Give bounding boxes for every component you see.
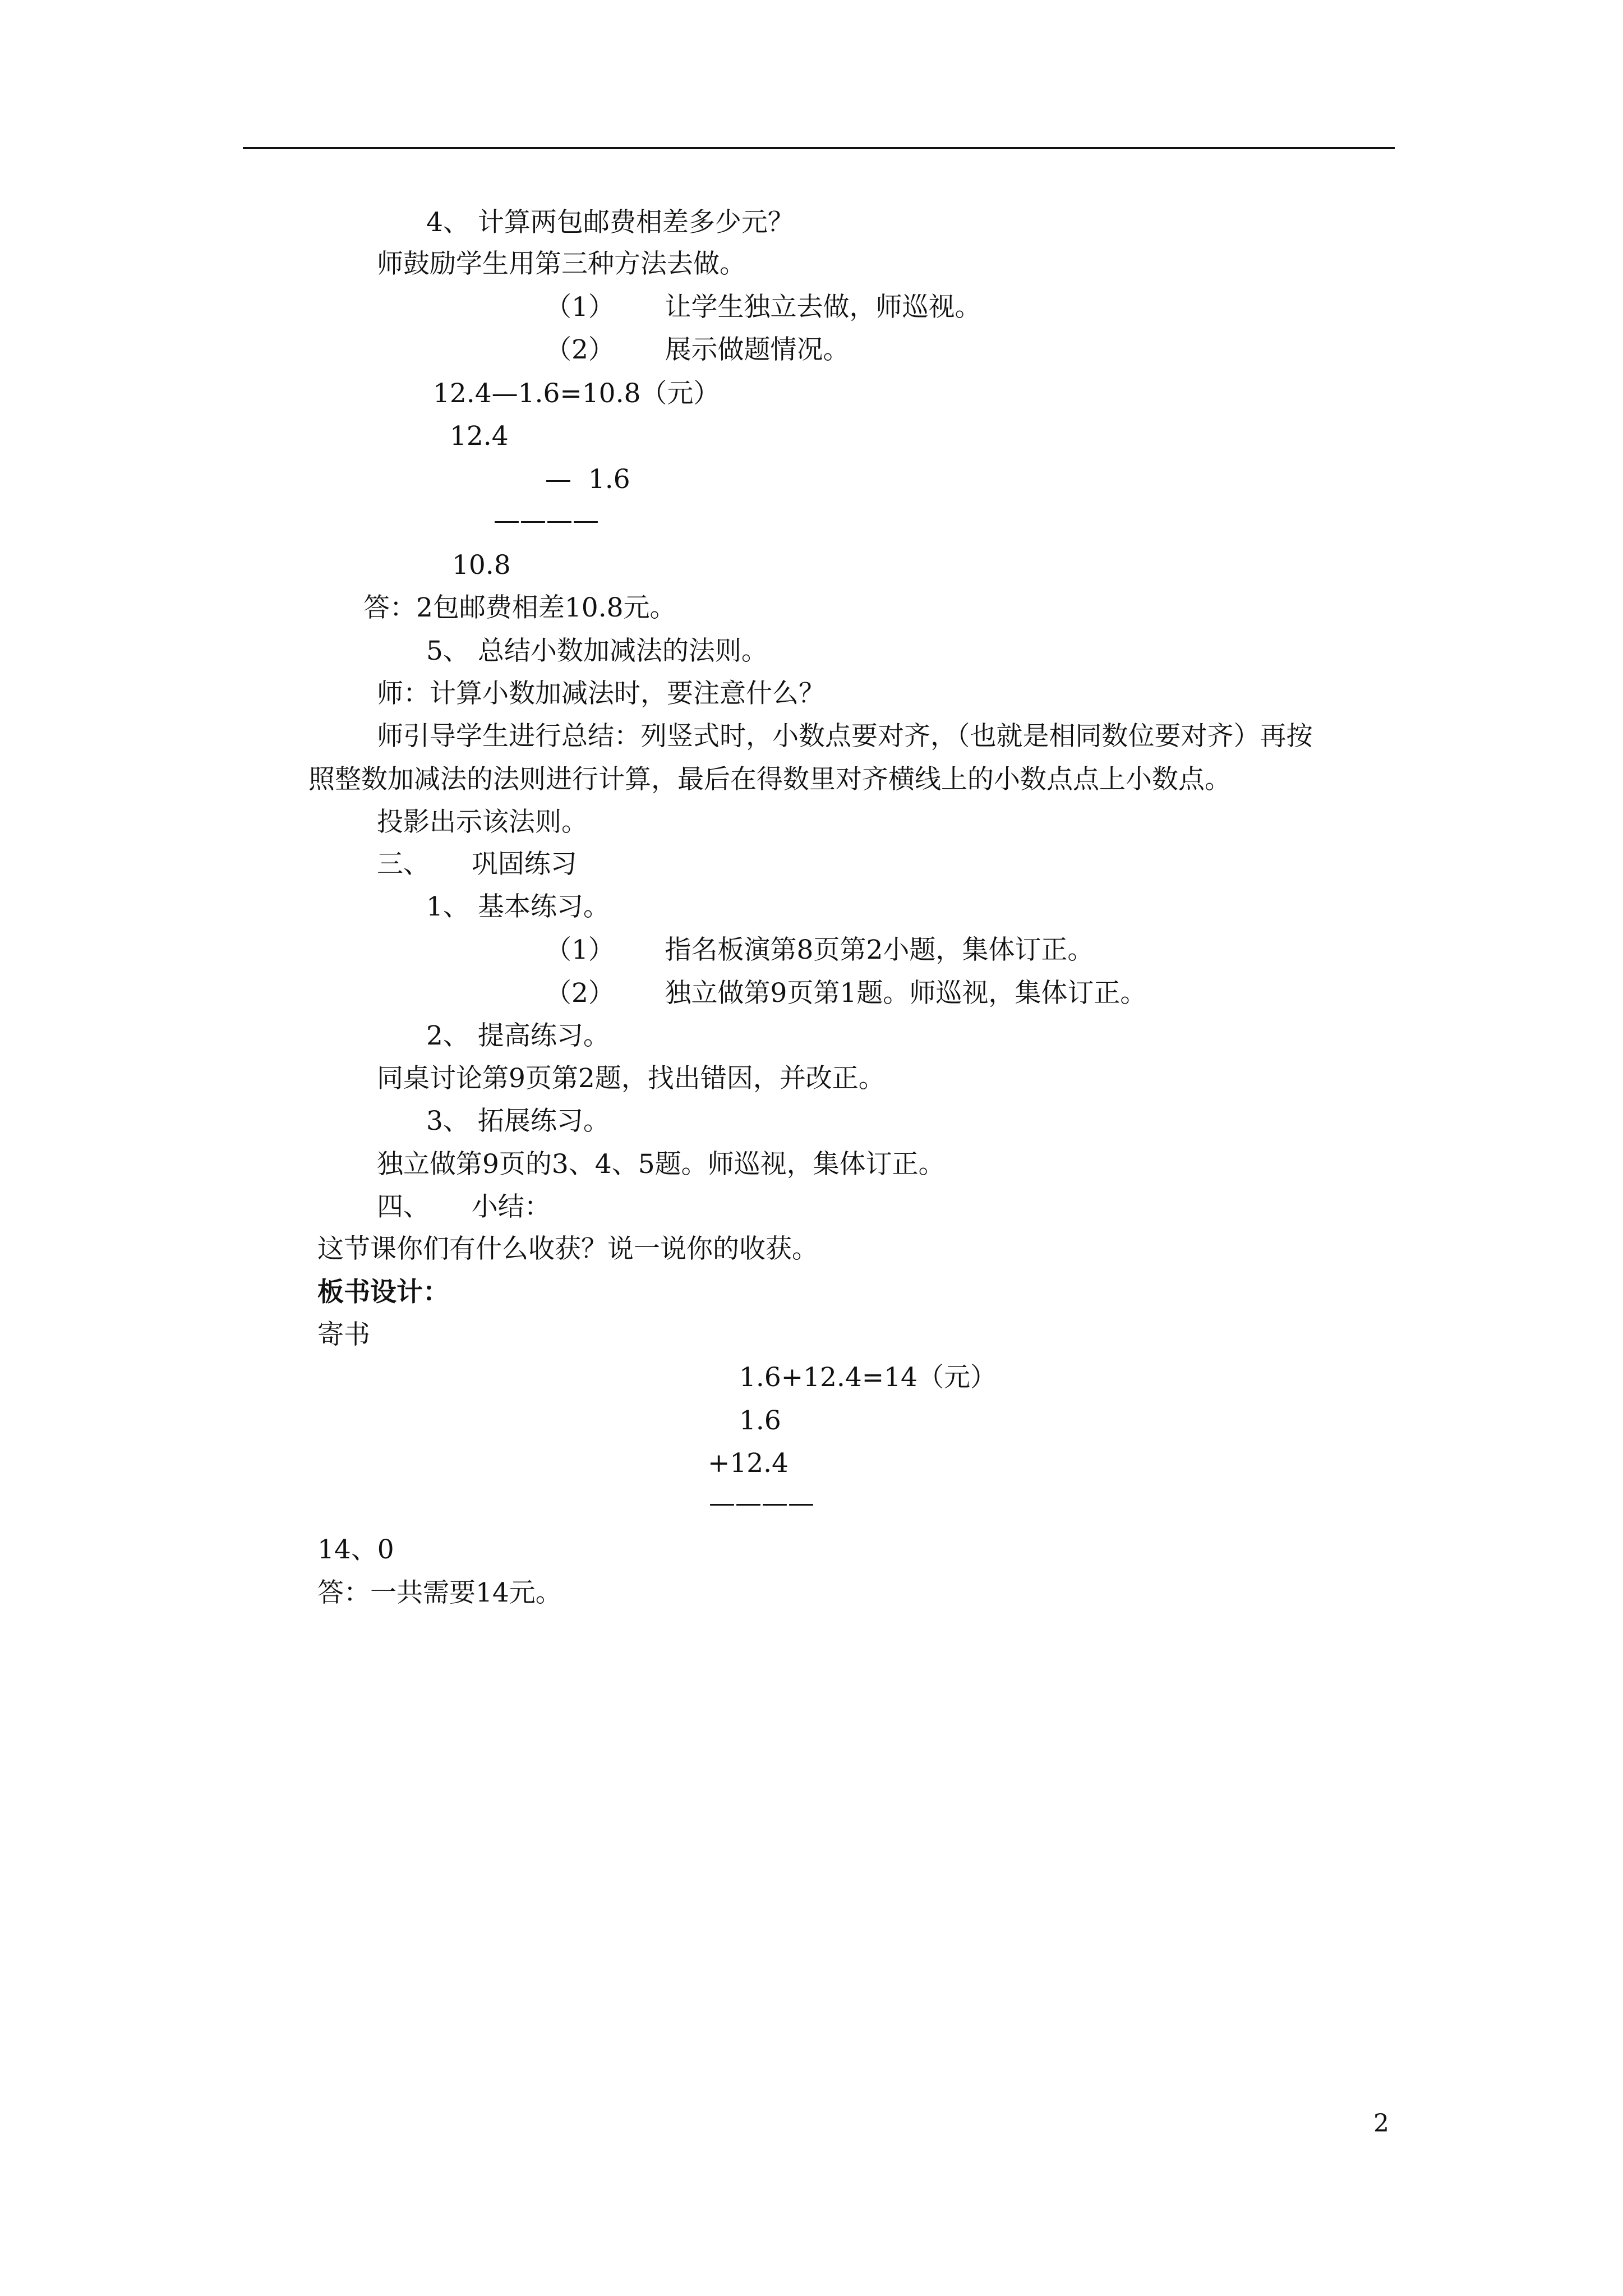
text-line: （2） 展示做题情况。: [545, 334, 850, 365]
text-line: 14、0: [317, 1534, 394, 1565]
header-rule: [243, 147, 1395, 149]
text-line: 1、 基本练习。: [426, 891, 610, 922]
text-line: 同桌讨论第9页第2题，找出错因，并改正。: [377, 1063, 885, 1094]
text-line: +12.4: [708, 1448, 789, 1479]
text-line: 12.4—1.6=10.8（元）: [433, 378, 720, 409]
text-line: 师引导学生进行总结：列竖式时，小数点要对齐，（也就是相同数位要对齐）再按: [377, 721, 1313, 752]
text-line: 投影出示该法则。: [377, 807, 588, 838]
text-line: 独立做第9页的3、4、5题。师巡视，集体订正。: [377, 1149, 945, 1180]
text-line: （1） 指名板演第8页第2小题，集体订正。: [545, 935, 1094, 965]
text-line: ————: [494, 505, 599, 536]
text-line: 4、 计算两包邮费相差多少元？: [426, 207, 794, 238]
text-line: 师鼓励学生用第三种方法去做。: [377, 249, 746, 279]
text-line: — 1.6: [545, 464, 630, 495]
text-line: 3、 拓展练习。: [426, 1106, 610, 1137]
text-line: 答：一共需要14元。: [317, 1577, 562, 1608]
text-line: 答：2包邮费相差10.8元。: [363, 592, 676, 623]
text-line: 1.6: [739, 1405, 781, 1436]
text-line: 四、 小结：: [377, 1191, 551, 1222]
text-line: 师：计算小数加减法时，要注意什么？: [377, 678, 825, 709]
text-line: ————: [709, 1488, 814, 1519]
text-line: 1.6+12.4=14（元）: [739, 1362, 997, 1393]
text-line: （1） 让学生独立去做，师巡视。: [545, 292, 981, 323]
text-line: 5、 总结小数加减法的法则。: [426, 636, 768, 666]
text-line: 10.8: [452, 550, 511, 581]
page-number: 2: [1373, 2109, 1389, 2138]
text-line: 照整数加减法的法则进行计算，最后在得数里对齐横线上的小数点点上小数点。: [308, 764, 1231, 795]
text-line: 这节课你们有什么收获？说一说你的收获。: [317, 1234, 818, 1264]
text-line: 寄书: [317, 1319, 370, 1350]
text-line: 12.4: [450, 421, 509, 452]
text-line: 三、 巩固练习: [377, 849, 577, 880]
text-line: （2） 独立做第9页第1题。师巡视，集体订正。: [545, 978, 1147, 1009]
board-design-heading: 板书设计：: [317, 1277, 449, 1308]
text-line: 2、 提高练习。: [426, 1020, 610, 1051]
